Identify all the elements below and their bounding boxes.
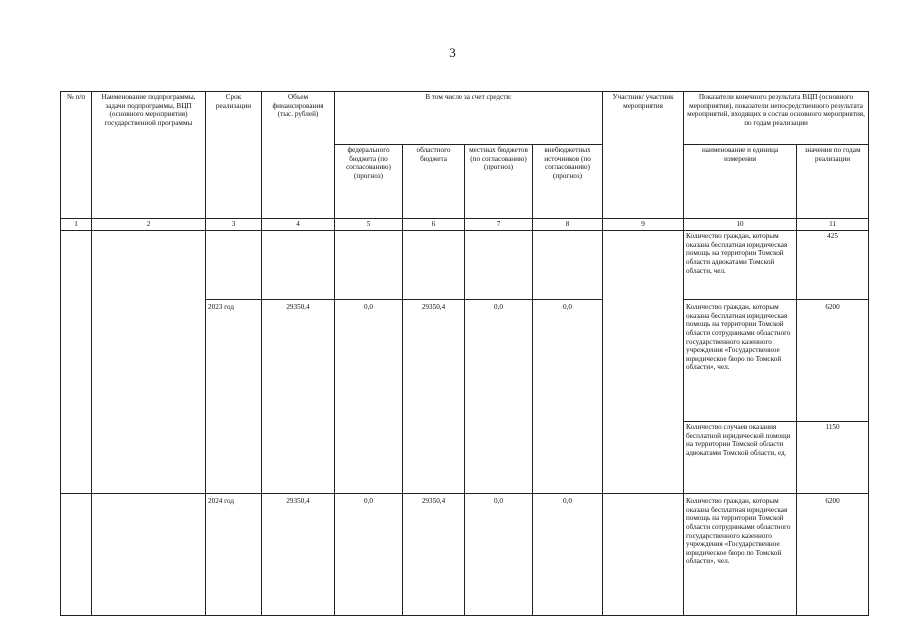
index-cell: 10 [684,219,797,231]
cell-participant [603,231,684,494]
cell-number [61,231,92,494]
index-cell: 9 [603,219,684,231]
cell-year [206,231,262,300]
index-cell: 6 [403,219,465,231]
header-volume: Объем финансирования (тыс. рублей) [262,92,335,219]
page-number: 3 [449,45,456,60]
header-regional: областного бюджета [403,145,465,219]
header-indicators-group: Показатели конечного результата ВЦП (основного мероприятия), показатели непосредственного результата мероприятий, входящих в состав основного мероприятия, по годам реализации [684,92,869,145]
header-indicator-value: значения по годам реализации [797,145,869,219]
cell-value: 6200 [797,300,869,422]
header-number: № п/п [61,92,92,219]
index-cell: 3 [206,219,262,231]
cell-federal [335,231,403,300]
cell-regional: 29350,4 [403,494,465,616]
header-indicator-name: наименование и единица измерения [684,145,797,219]
cell-volume: 29350,4 [262,494,335,616]
cell-federal: 0,0 [335,494,403,616]
cell-indicator: Количество граждан, которым оказана бесплатная юридическая помощь на территории Томской области адвокатами Томской области, чел. [684,231,797,300]
cell-extra [533,231,603,300]
cell-indicator: Количество граждан, которым оказана бесплатная юридическая помощь на территории Томской области сотрудниками областного государственного казенного учреждения «Государственное юридическое бюро по Томской области», чел. [684,494,797,616]
cell-year: 2024 год [206,494,262,616]
index-cell: 1 [61,219,92,231]
index-cell: 8 [533,219,603,231]
cell-extra: 0,0 [533,300,603,494]
index-cell: 4 [262,219,335,231]
table-row [61,494,869,616]
cell-local: 0,0 [465,494,533,616]
table-row [61,231,869,300]
cell-value: 6200 [797,494,869,616]
index-cell: 2 [92,219,206,231]
cell-year: 2023 год [206,300,262,494]
cell-name [92,494,206,616]
cell-name [92,231,206,494]
cell-volume: 29350,4 [262,300,335,494]
header-local: местных бюджетов (по согласованию) (прогноз) [465,145,533,219]
index-cell: 5 [335,219,403,231]
budget-table [60,91,869,616]
header-extra: внебюджетных источников (по согласованию) (прогноз) [533,145,603,219]
cell-local [465,231,533,300]
index-cell: 7 [465,219,533,231]
header-participant: Участник/ участник мероприятия [603,92,684,219]
cell-local: 0,0 [465,300,533,494]
cell-number [61,494,92,616]
header-name: Наименование подпрограммы, задачи подпрограммы, ВЦП (основного мероприятия) государственной программы [92,92,206,219]
cell-indicator: Количество граждан, которым оказана бесплатная юридическая помощь на территории Томской области сотрудниками областного государственного казенного учреждения «Государственное юридическое бюро по Томской области», чел. [684,300,797,422]
cell-regional [403,231,465,300]
cell-extra: 0,0 [533,494,603,616]
cell-value: 1150 [797,422,869,494]
header-federal: федерального бюджета (по согласованию) (прогноз) [335,145,403,219]
cell-indicator: Количество случаев оказания бесплатной юридической помощи на территории Томской области адвокатами Томской области, ед. [684,422,797,494]
cell-volume [262,231,335,300]
cell-regional: 29350,4 [403,300,465,494]
cell-federal: 0,0 [335,300,403,494]
index-cell: 11 [797,219,869,231]
cell-participant [603,494,684,616]
cell-value: 425 [797,231,869,300]
header-funds-group: В том числе за счет средств: [335,92,603,145]
header-period: Срок реализации [206,92,262,219]
